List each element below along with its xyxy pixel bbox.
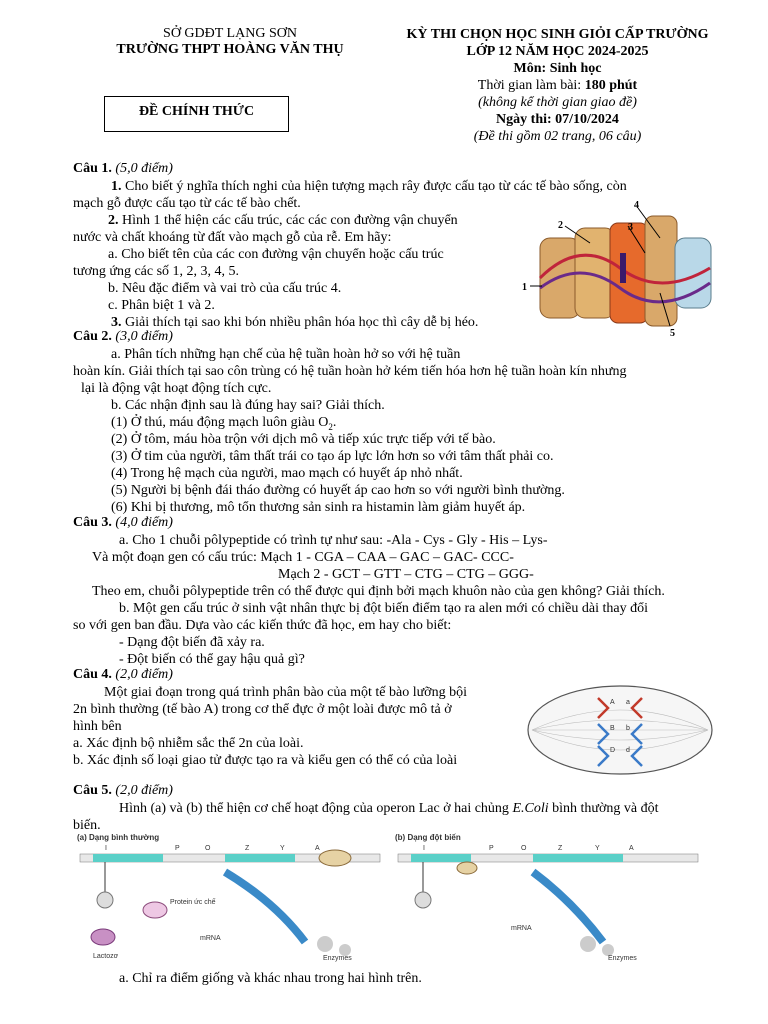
fig5a-lactose-label: Lactozơ: [93, 953, 119, 960]
q5-a: a. Chỉ ra điểm giống và khác nhau trong hai hình trên.: [119, 971, 422, 986]
q1-part2a-line2: tương ứng các số 1, 2, 3, 4, 5.: [73, 264, 240, 279]
q4-line3: hình bên: [73, 719, 122, 734]
fig5b-gene-P: P: [489, 845, 494, 852]
q3-b-line2: so với gen ban đầu. Dựa vào các kiến thức đã học, em hay cho biết:: [73, 618, 452, 633]
q5-line2: biến.: [73, 818, 101, 833]
fig1-label-1: 1: [522, 282, 527, 293]
fig5a-gene-Z: Z: [245, 845, 250, 852]
school-name: TRƯỜNG THPT HOÀNG VĂN THỤ: [116, 42, 344, 57]
cell-division-figure: [520, 680, 720, 780]
fig4-label-A: A: [610, 699, 615, 706]
q2-b: b. Các nhận định sau là đúng hay sai? Giải thích.: [111, 398, 385, 413]
q2-statement-2: (2) Ở tôm, máu hòa trộn với dịch mô và tiếp xúc trực tiếp với tế bào.: [111, 432, 496, 447]
fig1-label-5: 5: [670, 328, 675, 339]
q2-statement-5: (5) Người bị bệnh đái tháo đường có huyết áp cao hơn so với người bình thường.: [111, 483, 565, 498]
pages-note: (Đề thi gồm 02 trang, 06 câu): [473, 129, 642, 144]
q4-line2: 2n bình thường (tế bào A) trong cơ thể đực ở một loài được mô tả ở: [73, 702, 452, 717]
grade-year: LỚP 12 NĂM HỌC 2024-2025: [466, 44, 649, 59]
department-name: SỞ GDĐT LẠNG SƠN: [163, 26, 297, 41]
q4-a: a. Xác định bộ nhiễm sắc thể 2n của loài.: [73, 736, 304, 751]
exam-title: KỲ THI CHỌN HỌC SINH GIỎI CẤP TRƯỜNG: [406, 27, 709, 42]
fig5b-gene-Y: Y: [595, 845, 600, 852]
lac-operon-normal-figure: [75, 832, 395, 962]
q3-b-dash1: - Dạng đột biến đã xảy ra.: [119, 635, 265, 650]
question-4-heading: Câu 4. (2,0 điểm): [73, 667, 173, 682]
fig5a-title: (a) Dạng bình thường: [77, 833, 160, 842]
q4-b: b. Xác định số loại giao tử được tạo ra và kiểu gen có thể có của loài: [73, 753, 458, 768]
q5-line1: Hình (a) và (b) thể hiện cơ chế hoạt động của operon Lac ở hai chủng E.Coli bình thường và đột: [119, 801, 659, 816]
question-1-heading: Câu 1. (5,0 điểm): [73, 161, 173, 176]
q1-part2c: c. Phân biệt 1 và 2.: [108, 298, 215, 313]
q2-a-line1: a. Phân tích những hạn chế của hệ tuần hoàn hở so với hệ tuần: [111, 347, 461, 362]
fig1-label-4: 4: [634, 200, 639, 211]
q1-part3: 3. Giải thích tại sao khi bón nhiều phân hóa học thì cây dễ bị héo.: [111, 315, 479, 330]
fig4-label-b: b: [626, 725, 630, 732]
q2-statement-6: (6) Khi bị thương, mô tổn thương sản sinh ra histamin làm giảm huyết áp.: [111, 500, 526, 515]
fig5b-gene-I: I: [423, 845, 425, 852]
q1-part1-line2: mạch gỗ được cấu tạo từ các tế bào chết.: [73, 196, 301, 211]
q2-statement-3: (3) Ở tim của người, tâm thất trái co tạo áp lực lớn hơn so với tâm thất phải co.: [111, 449, 554, 464]
root-structure-figure: [520, 198, 720, 348]
exam-date: Ngày thi: 07/10/2024: [496, 112, 619, 127]
q3-a-line3: Mạch 2 - GCT – GTT – CTG – CTG – GGG-: [278, 567, 534, 582]
question-5-heading: Câu 5. (2,0 điểm): [73, 783, 173, 798]
q4-line1: Một giai đoạn trong quá trình phân bào của một tế bào lưỡng bội: [104, 685, 467, 700]
fig5a-mrna-label: mRNA: [200, 935, 221, 942]
question-2-heading: Câu 2. (3,0 điểm): [73, 329, 173, 344]
q3-a-line4: Theo em, chuỗi pôlypeptide trên có thể được qui định bởi mạch khuôn nào của gen không? Giải thích.: [92, 584, 665, 599]
fig5b-gene-Z: Z: [558, 845, 563, 852]
exam-time: Thời gian làm bài: 180 phút: [477, 78, 638, 93]
fig5a-gene-Y: Y: [280, 845, 285, 852]
fig4-label-a: a: [626, 699, 630, 706]
subject: Môn: Sinh học: [513, 61, 602, 76]
fig5b-gene-O: O: [521, 845, 527, 852]
q2-a-line3: lại là động vật hoạt động tích cực.: [81, 381, 272, 396]
fig5b-gene-A: A: [629, 845, 634, 852]
fig4-label-D: D: [610, 747, 616, 754]
fig5b-title: (b) Dạng đột biến: [395, 833, 461, 842]
fig5b-mrna-label: mRNA: [511, 925, 532, 932]
fig4-label-d: d: [626, 747, 630, 754]
time-note: (không kể thời gian giao đề): [478, 95, 637, 110]
q1-part2a-line1: a. Cho biết tên của các con đường vận chuyển hoặc cấu trúc: [108, 247, 444, 262]
fig5a-gene-I: I: [105, 845, 107, 852]
q3-b-line1: b. Một gen cấu trúc ở sinh vật nhân thực bị đột biến điểm tạo ra alen mới có chiều dài thay đổi: [119, 601, 648, 616]
q1-part2-line1: 2. Hình 1 thể hiện các cấu trúc, các các con đường vận chuyển: [108, 213, 458, 228]
q2-a-line2: hoàn kín. Giải thích tại sao côn trùng có hệ tuần hoàn hở kém tiến hóa hơn hệ tuần hoàn kín nhưng: [73, 364, 627, 379]
fig1-label-2: 2: [558, 220, 563, 231]
header-right: [380, 26, 735, 145]
q2-statement-1: (1) Ở thú, máu động mạch luôn giàu $O_2$.: [111, 415, 337, 432]
fig5b-enzymes-label: Enzymes: [608, 955, 637, 962]
question-3-heading: Câu 3. (4,0 điểm): [73, 515, 173, 530]
header-left: [80, 26, 380, 58]
fig5a-enzymes-label: Enzymes: [323, 955, 352, 962]
q3-a-line2: Và một đoạn gen có cấu trúc: Mạch 1 - CGA – CAA – GAC – GAC- CCC-: [92, 550, 514, 565]
fig5a-gene-O: O: [205, 845, 211, 852]
fig4-label-B: B: [610, 725, 615, 732]
q1-part2-line2: nước và chất khoáng từ đất vào mạch gỗ của rễ. Em hãy:: [73, 230, 392, 245]
q3-b-dash2: - Đột biến có thể gay hậu quả gì?: [119, 652, 305, 667]
official-exam-badge: ĐỀ CHÍNH THỨC: [104, 96, 289, 132]
fig1-label-3: 3: [628, 222, 633, 233]
lac-operon-mutant-figure: [393, 832, 713, 962]
q1-part2b: b. Nêu đặc điểm và vai trò của cấu trúc 4.: [108, 281, 342, 296]
fig5a-protein-label: Protein ức chế: [170, 899, 216, 906]
q1-part1-line1: 1. Cho biết ý nghĩa thích nghi của hiện tượng mạch rây được cấu tạo từ các tế bào sống, còn: [111, 179, 627, 194]
q3-a-line1: a. Cho 1 chuỗi pôlypeptide có trình tự như sau: -Ala - Cys - Gly - His – Lys-: [119, 533, 548, 548]
fig5a-gene-P: P: [175, 845, 180, 852]
fig5a-gene-A: A: [315, 845, 320, 852]
q2-statement-4: (4) Trong hệ mạch của người, mao mạch có huyết áp nhỏ nhất.: [111, 466, 463, 481]
